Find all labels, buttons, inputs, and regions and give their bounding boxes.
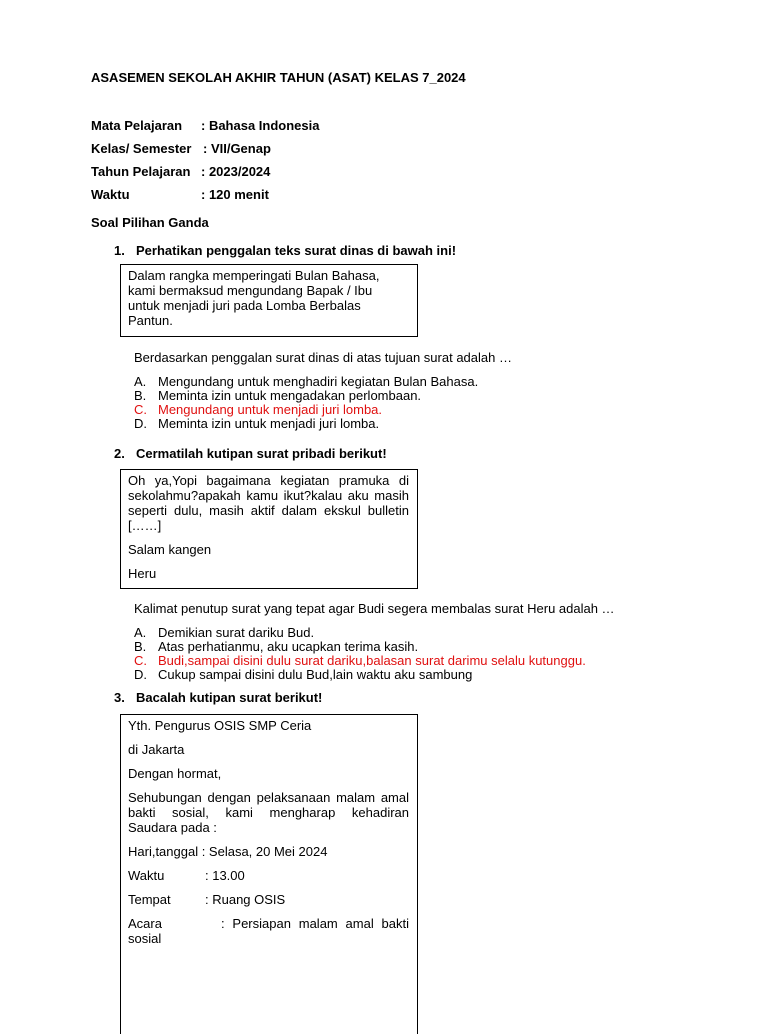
question-1-letter-excerpt (120, 264, 418, 337)
option-text: Meminta izin untuk menjadi juri lomba. (158, 416, 380, 431)
option-c-answer (134, 654, 586, 668)
question-2-options (134, 626, 586, 682)
excerpt-paragraph: Oh ya,Yopi bagaimana kegiatan pramuka di sekolahmu?apakah kamu ikut?kalau aku masih seperti dulu, masih aktif dalam ekskul bulletin [……] (128, 473, 409, 533)
option-text: Mengundang untuk menjadi juri lomba. (158, 402, 383, 417)
info-value-year: : 2023/2024 (201, 164, 271, 179)
excerpt-event-label: Acara (128, 916, 162, 931)
info-label-year: Tahun Pelajaran (91, 164, 191, 179)
option-text: Budi,sampai disini dulu surat dariku,balasan surat darimu selalu kutunggu. (158, 653, 586, 668)
question-1-text: Berdasarkan penggalan surat dinas di atas tujuan surat adalah … (134, 350, 512, 365)
option-letter: C. (134, 402, 147, 417)
option-d (134, 417, 478, 431)
excerpt-greeting: Dengan hormat, (128, 766, 222, 781)
excerpt-paragraph: Sehubungan dengan pelaksanaan malam amal bakti sosial, kami mengharap kehadiran Saudara pada : (128, 790, 409, 835)
excerpt-recipient-place: di Jakarta (128, 742, 185, 757)
option-letter: A. (134, 374, 147, 389)
excerpt-signature: Heru (128, 566, 157, 581)
option-text: Demikian surat dariku Bud. (158, 625, 315, 640)
excerpt-line: kami bermaksud mengundang Bapak / Ibu (128, 283, 373, 298)
option-text: Meminta izin untuk mengadakan perlombaan. (158, 388, 422, 403)
excerpt-line: Dalam rangka memperingati Bulan Bahasa, (128, 268, 380, 283)
excerpt-time-label: Waktu (128, 868, 165, 883)
question-1-options (134, 375, 478, 431)
excerpt-time-value: : 13.00 (205, 868, 245, 883)
option-letter: B. (134, 639, 147, 654)
option-letter: B. (134, 388, 147, 403)
option-letter: D. (134, 416, 147, 431)
info-value-class: : VII/Genap (203, 141, 271, 156)
option-text: Cukup sampai disini dulu Bud,lain waktu aku sambung (158, 667, 473, 682)
section-title: Soal Pilihan Ganda (91, 215, 209, 230)
excerpt-recipient: Yth. Pengurus OSIS SMP Ceria (128, 718, 312, 733)
excerpt-line: Pantun. (128, 313, 173, 328)
option-a (134, 626, 586, 640)
info-label-class: Kelas/ Semester (91, 141, 192, 156)
excerpt-location-label: Tempat (128, 892, 171, 907)
option-b (134, 389, 478, 403)
document-title: ASASEMEN SEKOLAH AKHIR TAHUN (ASAT) KELAS 7_2024 (91, 70, 466, 85)
question-2-text: Kalimat penutup surat yang tepat agar Budi segera membalas surat Heru adalah … (134, 601, 615, 616)
excerpt-time (128, 868, 409, 883)
question-1-prompt: Perhatikan penggalan teks surat dinas di bawah ini! (136, 243, 457, 258)
info-label-time: Waktu (91, 187, 130, 202)
question-1-number: 1. (114, 243, 125, 258)
question-2-prompt: Cermatilah kutipan surat pribadi berikut! (136, 446, 387, 461)
question-3-letter-excerpt (120, 714, 418, 1034)
excerpt-date: Hari,tanggal : Selasa, 20 Mei 2024 (128, 844, 328, 859)
option-c-answer (134, 403, 478, 417)
excerpt-location (128, 892, 409, 907)
question-3-number: 3. (114, 690, 125, 705)
excerpt-event-value: : Persiapan malam amal bakti sosial (128, 916, 409, 946)
option-text: Atas perhatianmu, aku ucapkan terima kasih. (158, 639, 419, 654)
question-2-number: 2. (114, 446, 125, 461)
info-value-time: : 120 menit (201, 187, 269, 202)
excerpt-location-value: : Ruang OSIS (205, 892, 286, 907)
info-label-subject: Mata Pelajaran (91, 118, 183, 133)
excerpt-line: untuk menjadi juri pada Lomba Berbalas (128, 298, 361, 313)
option-letter: A. (134, 625, 147, 640)
option-b (134, 640, 586, 654)
option-letter: C. (134, 653, 147, 668)
option-text: Mengundang untuk menghadiri kegiatan Bulan Bahasa. (158, 374, 479, 389)
question-2-letter-excerpt (120, 469, 418, 589)
excerpt-closing: Salam kangen (128, 542, 212, 557)
option-letter: D. (134, 667, 147, 682)
option-d (134, 668, 586, 682)
option-a (134, 375, 478, 389)
info-value-subject: : Bahasa Indonesia (201, 118, 320, 133)
question-3-prompt: Bacalah kutipan surat berikut! (136, 690, 323, 705)
